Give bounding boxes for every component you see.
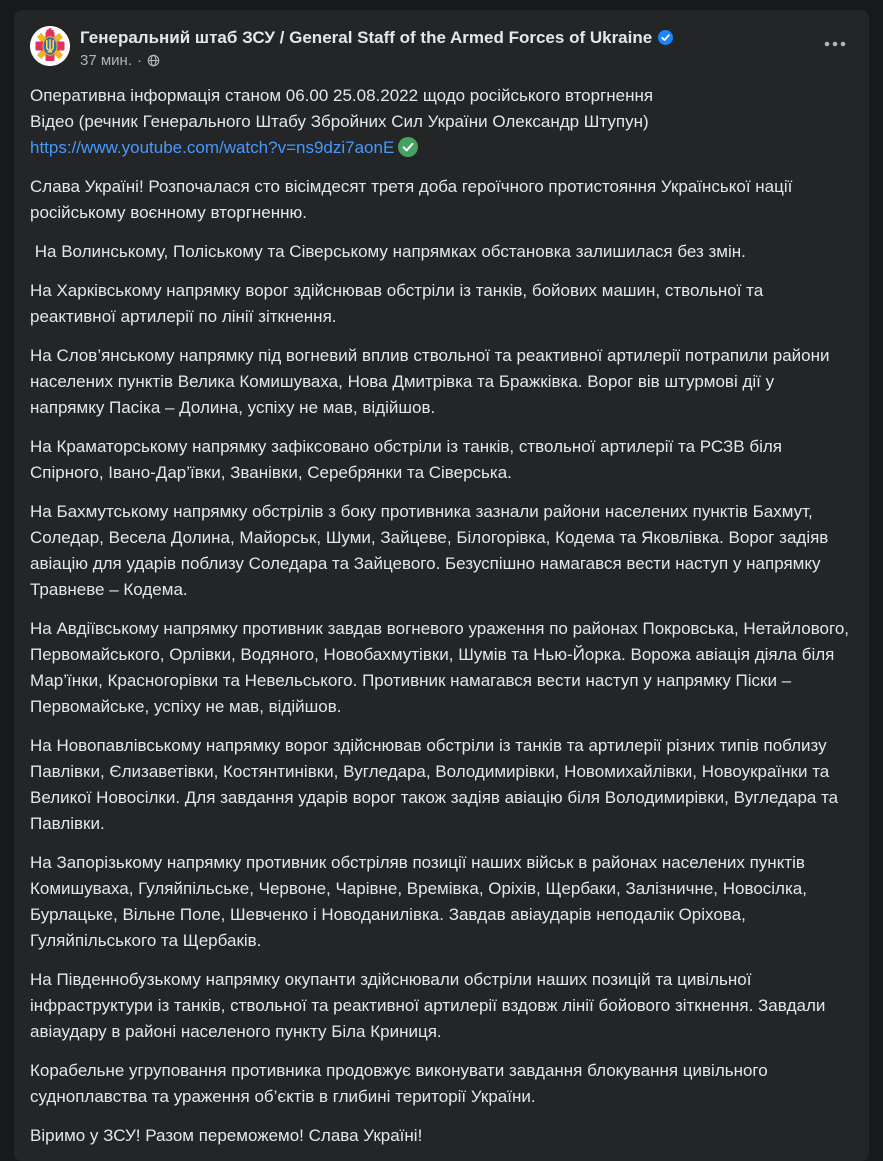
post-header [30,26,853,70]
facebook-post-card [14,10,869,1161]
verified-badge-icon [658,30,673,45]
more-options-button[interactable] [817,30,853,58]
header-meta [80,26,673,70]
post-paragraph: На Слов’янському напрямку під вогневий вплив ствольної та реактивної артилерії потрапили райони населених пунктів Велика Комишуваха, Нова Дмитрівка та Бражківка. Ворог вів штурмові дії у напрямку Пасіка – Долина, успіху не мав, відійшов. [30,346,835,417]
post-paragraph: На Бахмутському напрямку обстрілів з боку противника зазнали райони населених пунктів Бахмут, Соледар, Весела Долина, Майорськ, Шуми, Зайцеве, Білогорівка, Кодема та Яковлівка. Ворог задіяв авіацію для ударів поблизу Соледара та Зайцевого. Безуспішно намагався вести наступ у напрямку Травневе – Кодема. [30,502,834,599]
post-paragraph: Віримо у ЗСУ! Разом переможемо! Слава Україні! [30,1126,423,1145]
green-check-icon [398,137,418,157]
youtube-link[interactable]: https://www.youtube.com/watch?v=ns9dzi7aonE [30,138,395,157]
page-avatar[interactable] [30,26,70,66]
post-body [30,83,853,1149]
post-paragraph: На Авдіївському напрямку противник завдав вогневого ураження по районах Покровська, Нетайлового, Первомайського, Орлівки, Водяного, Новобахмутівки, Шумів та Нью-Йорка. Ворожа авіація діяла біля Мар’їнки, Красногорівки та Невельського. Противник намагався вести наступ у напрямку Піски – Первомайське, успіху не мав, відійшов. [30,619,854,716]
post-paragraph: На Волинському, Поліському та Сіверському напрямках обстановка залишилася без змін. [30,242,746,261]
ellipsis-icon [824,41,846,47]
globe-public-icon [147,54,160,67]
post-timestamp[interactable]: 37 мин. [80,52,132,69]
post-intro [30,83,853,161]
post-paragraph: На Краматорському напрямку зафіксовано обстріли із танків, ствольної артилерії та РСЗВ біля Спірного, Івано-Дар’ївки, Званівки, Серебрянки та Сіверська. [30,437,787,482]
post-paragraph: На Південнобузькому напрямку окупанти здійснювали обстріли наших позицій та цивільної інфраструктури із танків, ствольної та реактивної артилерії вздовж лінії бойового зіткнення. Завдали авіаудару в районі населеного пункту Біла Криниця. [30,970,831,1041]
post-paragraph: Корабельне угруповання противника продовжує виконувати завдання блокування цивільного судноплавства та ураження об’єктів в глибині території України. [30,1061,773,1106]
post-paragraph: На Харківському напрямку ворог здійснював обстріли із танків, бойових машин, ствольної та реактивної артилерії по лінії зіткнення. [30,281,768,326]
post-paragraph: Слава Україні! Розпочалася сто вісімдесят третя доба героїчного протистояння Української нації російському воєнному вторгненню. [30,177,798,222]
post-paragraph: На Запорізькому напрямку противник обстріляв позиції наших військ в районах населених пунктів Комишуваха, Гуляйпільське, Червоне, Чарівне, Времівка, Оріхів, Щербаки, Залізничне, Новосілка, Бурлацьке, Вільне Поле, Шевченко і Новоданилівка. Завдав авіаударів неподалік Оріхова, Гуляйпільського та Щербаків. [30,853,812,950]
intro-line-2: Відео (речник Генерального Штабу Збройних Сил України Олександр Штупун) [30,112,649,131]
post-paragraph: На Новопавлівському напрямку ворог здійснював обстріли із танків та артилерії різних типів поблизу Павлівки, Єлизаветівки, Костянтинівки, Вугледара, Володимирівки, Новомихайлівки, Новоукраїнки та Великої Новосілки. Для завдання ударів ворог також задіяв авіацію біля Володимирівки, Вугледара та Павлівки. [30,736,843,833]
meta-separator: · [137,52,142,69]
page-name-text: Генеральний штаб ЗСУ / General Staff of the Armed Forces of Ukraine [80,28,653,47]
page-name-link[interactable] [80,27,673,48]
intro-line-1: Оперативна інформація станом 06.00 25.08.2022 щодо російського вторгнення [30,86,654,105]
general-staff-emblem-icon [30,26,70,66]
post-meta-row [80,51,673,70]
